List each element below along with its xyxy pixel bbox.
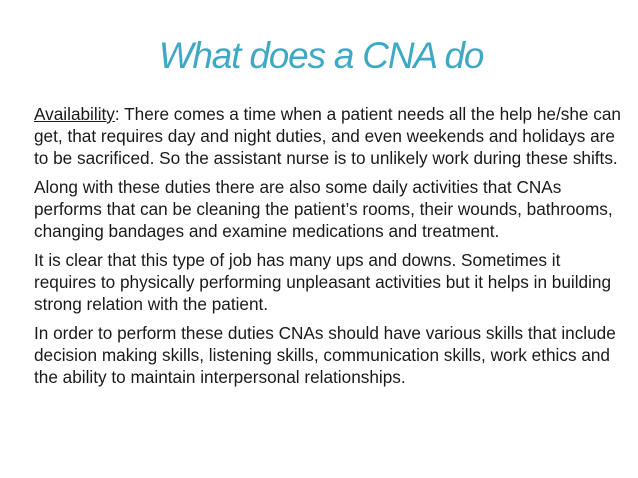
slide-title: What does a CNA do [158,35,484,76]
paragraph-availability [34,103,626,169]
paragraph-ups-and-downs: It is clear that this type of job has many ups and downs. Sometimes it requires to physically performing unpleasant activities but it helps in building strong relation with the patient. [34,250,612,314]
paragraph-daily-activities: Along with these duties there are also some daily activities that CNAs performs that can be cleaning the patient’s rooms, their wounds, bathrooms, changing bandages and examine medications and treatment. [34,177,613,241]
availability-text: : There comes a time when a patient needs all the help he/she can get, that requires day and night duties, and even weekends and holidays are to be sacrificed. So the assistant nurse is to unlikely work during these shifts. [34,104,621,168]
paragraph-skills: In order to perform these duties CNAs should have various skills that include decision making skills, listening skills, communication skills, work ethics and the ability to maintain interpersonal relationships. [34,323,616,387]
availability-term: Availability [34,104,115,124]
slide-body [34,103,626,395]
